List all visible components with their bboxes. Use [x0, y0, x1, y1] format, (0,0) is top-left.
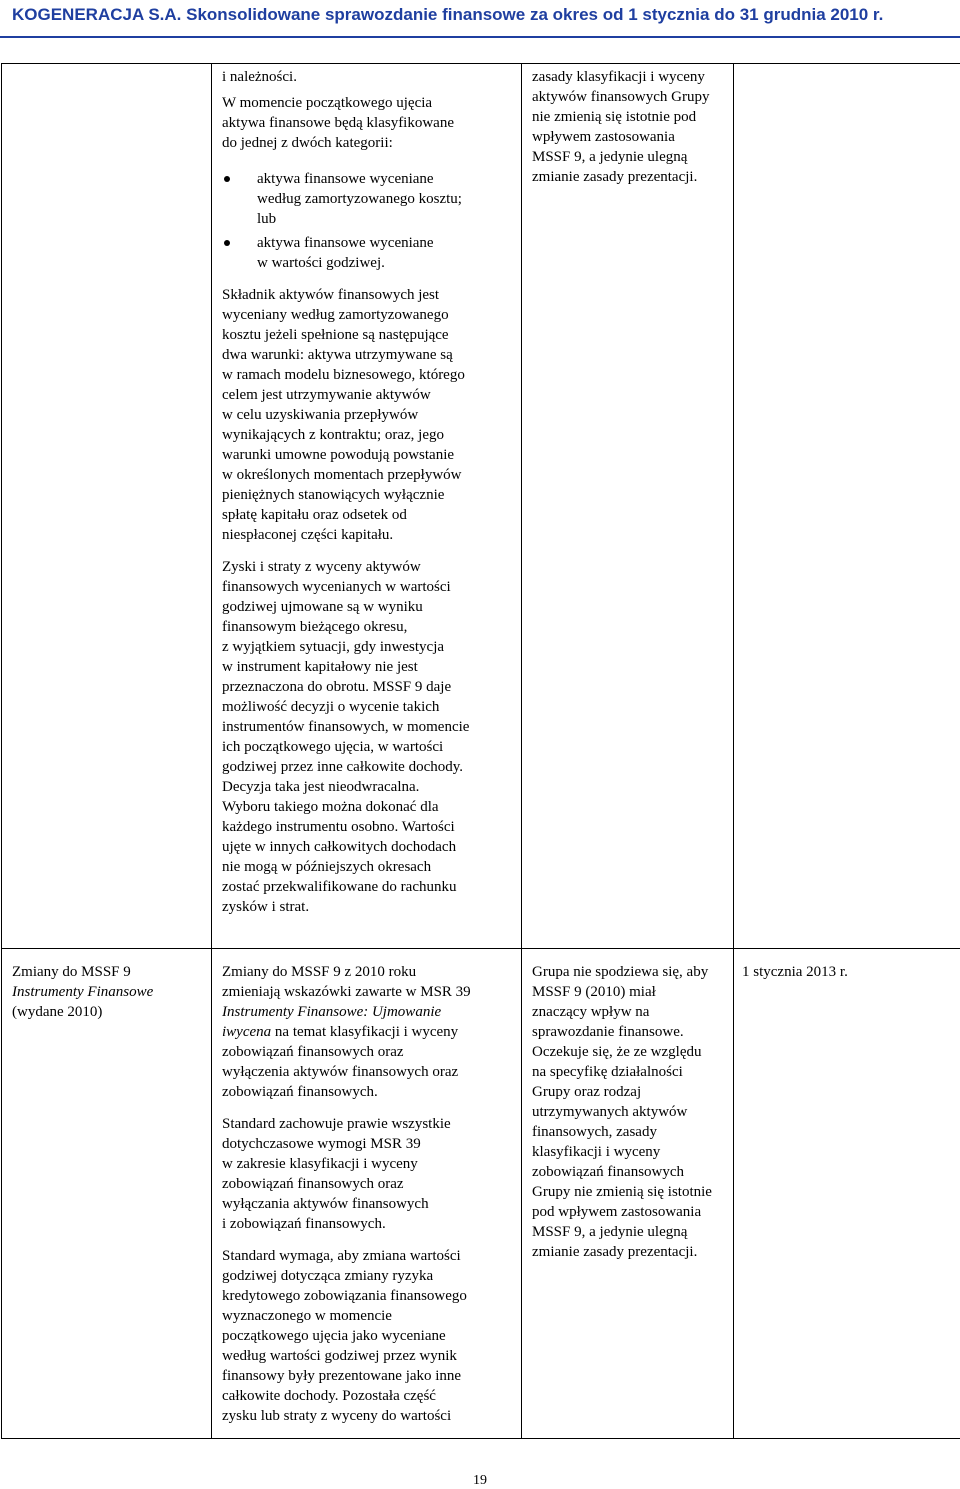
row1-desc-p2 [222, 93, 513, 153]
text-line: godziwej ujmowane są w wyniku [222, 599, 423, 615]
table-row [2, 64, 960, 949]
header-title: KOGENERACJA S.A. Skonsolidowane sprawozdanie finansowe za okres od 1 stycznia do 31 grudnia 2010 r. [12, 5, 884, 24]
text-line: aktywów finansowych Grupy [532, 89, 710, 105]
text-line: zobowiązań finansowych. [222, 1084, 378, 1100]
text-line: wynikających z kontraktu; oraz, jego [222, 427, 444, 443]
text-line: zysku lub straty z wyceny do wartości [222, 1408, 452, 1424]
text-line: możliwość decyzji o wycenie takich [222, 699, 440, 715]
text-line: iwycena [222, 1024, 272, 1040]
row1-desc-p1 [222, 67, 513, 87]
text-line: celem jest utrzymywanie aktywów [222, 387, 431, 403]
text-line: finansowych wycenianych w wartości [222, 579, 451, 595]
text-line: wyceniany według zamortyzowanego [222, 307, 449, 323]
row2-desc-p1 [222, 962, 513, 1102]
text-line: według wartości godziwej przez wynik [222, 1348, 457, 1364]
standard-subtitle: Instrumenty Finansowe [12, 984, 154, 1000]
text-line: ujęte w innych całkowitych dochodach [222, 839, 457, 855]
list-item [222, 169, 513, 229]
text-line: Standard zachowuje prawie wszystkie [222, 1116, 451, 1132]
text-line: wyznaczonego w momencie [222, 1308, 392, 1324]
row2-description-cell [212, 949, 522, 1439]
list-item [222, 233, 513, 273]
text-line: nie zmienią się istotnie pod [532, 109, 697, 125]
text-line: według zamortyzowanego kosztu; [257, 191, 462, 207]
text-line: ich początkowego ujęcia, w wartości [222, 739, 444, 755]
text-line: całkowite dochody. Pozostała część [222, 1388, 436, 1404]
text-line: zostać przekwalifikowane do rachunku [222, 879, 457, 895]
text-line: finansowych, zasady [532, 1124, 657, 1140]
row2-desc-p2 [222, 1114, 513, 1234]
row1-standard-cell [2, 64, 212, 949]
document-header [0, 0, 960, 40]
text-line: wyłączenia aktywów finansowych oraz [222, 1064, 459, 1080]
text-line: z wyjątkiem sytuacji, gdy inwestycja [222, 639, 445, 655]
row1-description-cell [212, 64, 522, 949]
text-line: pieniężnych stanowiących wyłącznie [222, 487, 445, 503]
text-line: Zyski i straty z wyceny aktywów [222, 559, 421, 575]
text-line: instrumentów finansowych, w momencie [222, 719, 470, 735]
text-line: w wartości godziwej. [257, 255, 385, 271]
text-line: Decyzja taka jest nieodwracalna. [222, 779, 420, 795]
row1-impact-text [532, 67, 725, 187]
classification-list [222, 169, 513, 273]
text-line: w instrument kapitałowy nie jest [222, 659, 418, 675]
effective-date: 1 stycznia 2013 r. [742, 964, 848, 980]
text-line: Instrumenty Finansowe: Ujmowanie [222, 1004, 442, 1020]
text-line: do jednej z dwóch kategorii: [222, 135, 393, 151]
text-line: utrzymywanych aktywów [532, 1104, 688, 1120]
text-line: MSSF 9, a jedynie ulegną [532, 1224, 688, 1240]
text-line: Grupy nie zmienią się istotnie [532, 1184, 712, 1200]
text-line: Wyboru takiego można dokonać dla [222, 799, 439, 815]
header-rule [0, 36, 960, 38]
text-line: sprawozdanie finansowe. [532, 1024, 684, 1040]
text-line: Oczekuje się, że ze względu [532, 1044, 702, 1060]
bullet-icon [224, 240, 230, 246]
text-line: kredytowego zobowiązania finansowego [222, 1288, 467, 1304]
row1-desc-p3 [222, 285, 513, 545]
text-line: finansowy były prezentowane jako inne [222, 1368, 462, 1384]
text-line: początkowego ujęcia jako wyceniane [222, 1328, 446, 1344]
text-line: pod wpływem zastosowania [532, 1204, 702, 1220]
text-line: zmianie zasady prezentacji. [532, 1244, 698, 1260]
text-line: godziwej przez inne całkowite dochody. [222, 759, 464, 775]
bullet-icon [224, 176, 230, 182]
text-line: w ramach modelu biznesowego, którego [222, 367, 465, 383]
row2-date-cell [734, 949, 960, 1439]
text-line: zysków i strat. [222, 899, 310, 915]
text-line: zasady klasyfikacji i wyceny [532, 69, 705, 85]
row1-desc-p4 [222, 557, 513, 917]
text-line: Standard wymaga, aby zmiana wartości [222, 1248, 461, 1264]
standard-issue: (wydane 2010) [12, 1004, 103, 1020]
text-line: przeznaczona do obrotu. MSSF 9 daje [222, 679, 452, 695]
row2-standard-cell [2, 949, 212, 1439]
text-line: kosztu jeżeli spełnione są następujące [222, 327, 449, 343]
text-line: zobowiązań finansowych oraz [222, 1044, 404, 1060]
text-line: na temat klasyfikacji i wyceny [271, 1024, 459, 1040]
text-line: zobowiązań finansowych oraz [222, 1176, 404, 1192]
text-line: zobowiązań finansowych [532, 1164, 685, 1180]
text-line: W momencie początkowego ujęcia [222, 95, 433, 111]
text-line: wyłączania aktywów finansowych [222, 1196, 429, 1212]
page-number: 19 [473, 1473, 487, 1488]
text-line: Grupy oraz rodzaj [532, 1084, 642, 1100]
text-line: aktywa finansowe wyceniane [257, 171, 434, 187]
standard-name: Zmiany do MSSF 9 [12, 964, 131, 980]
text-line: warunki umowne powodują powstanie [222, 447, 455, 463]
text-line: MSSF 9 (2010) miał [532, 984, 656, 1000]
text-line: Grupa nie spodziewa się, aby [532, 964, 709, 980]
text-line: zmieniają wskazówki zawarte w MSR 39 [222, 984, 471, 1000]
text-line: aktywa finansowe będą klasyfikowane [222, 115, 455, 131]
text-line: klasyfikacji i wyceny [532, 1144, 661, 1160]
text-line: zmianie zasady prezentacji. [532, 169, 698, 185]
text-line: i zobowiązań finansowych. [222, 1216, 386, 1232]
text-line: lub [257, 211, 277, 227]
row2-impact-cell [522, 949, 734, 1439]
text-line: każdego instrumentu osobno. Wartości [222, 819, 455, 835]
text-line: dwa warunki: aktywa utrzymywane są [222, 347, 453, 363]
text-line: Składnik aktywów finansowych jest [222, 287, 440, 303]
text-line: nie mogą w późniejszych okresach [222, 859, 432, 875]
row1-impact-cell [522, 64, 734, 949]
text-line: w określonych momentach przepływów [222, 467, 462, 483]
list-item-text [257, 171, 462, 227]
row1-date-cell [734, 64, 960, 949]
list-item-text [257, 235, 434, 271]
text-line: i należności. [222, 69, 297, 85]
standards-table [1, 63, 960, 1439]
table-row [2, 949, 960, 1439]
text-line: wpływem zastosowania [532, 129, 675, 145]
text-line: w celu uzyskiwania przepływów [222, 407, 419, 423]
text-line: dotychczasowe wymogi MSR 39 [222, 1136, 421, 1152]
text-line: spłatę kapitału oraz odsetek od [222, 507, 407, 523]
text-line: godziwej dotycząca zmiany ryzyka [222, 1268, 434, 1284]
text-line: znaczący wpływ na [532, 1004, 650, 1020]
row2-impact-text [532, 962, 725, 1262]
text-line: MSSF 9, a jedynie ulegną [532, 149, 688, 165]
text-line: finansowym bieżącego okresu, [222, 619, 408, 635]
text-line: niespłaconej części kapitału. [222, 527, 394, 543]
row2-desc-p3 [222, 1246, 513, 1426]
text-line: Zmiany do MSSF 9 z 2010 roku [222, 964, 417, 980]
text-line: aktywa finansowe wyceniane [257, 235, 434, 251]
text-line: na specyfikę działalności [532, 1064, 683, 1080]
text-line: w zakresie klasyfikacji i wyceny [222, 1156, 418, 1172]
